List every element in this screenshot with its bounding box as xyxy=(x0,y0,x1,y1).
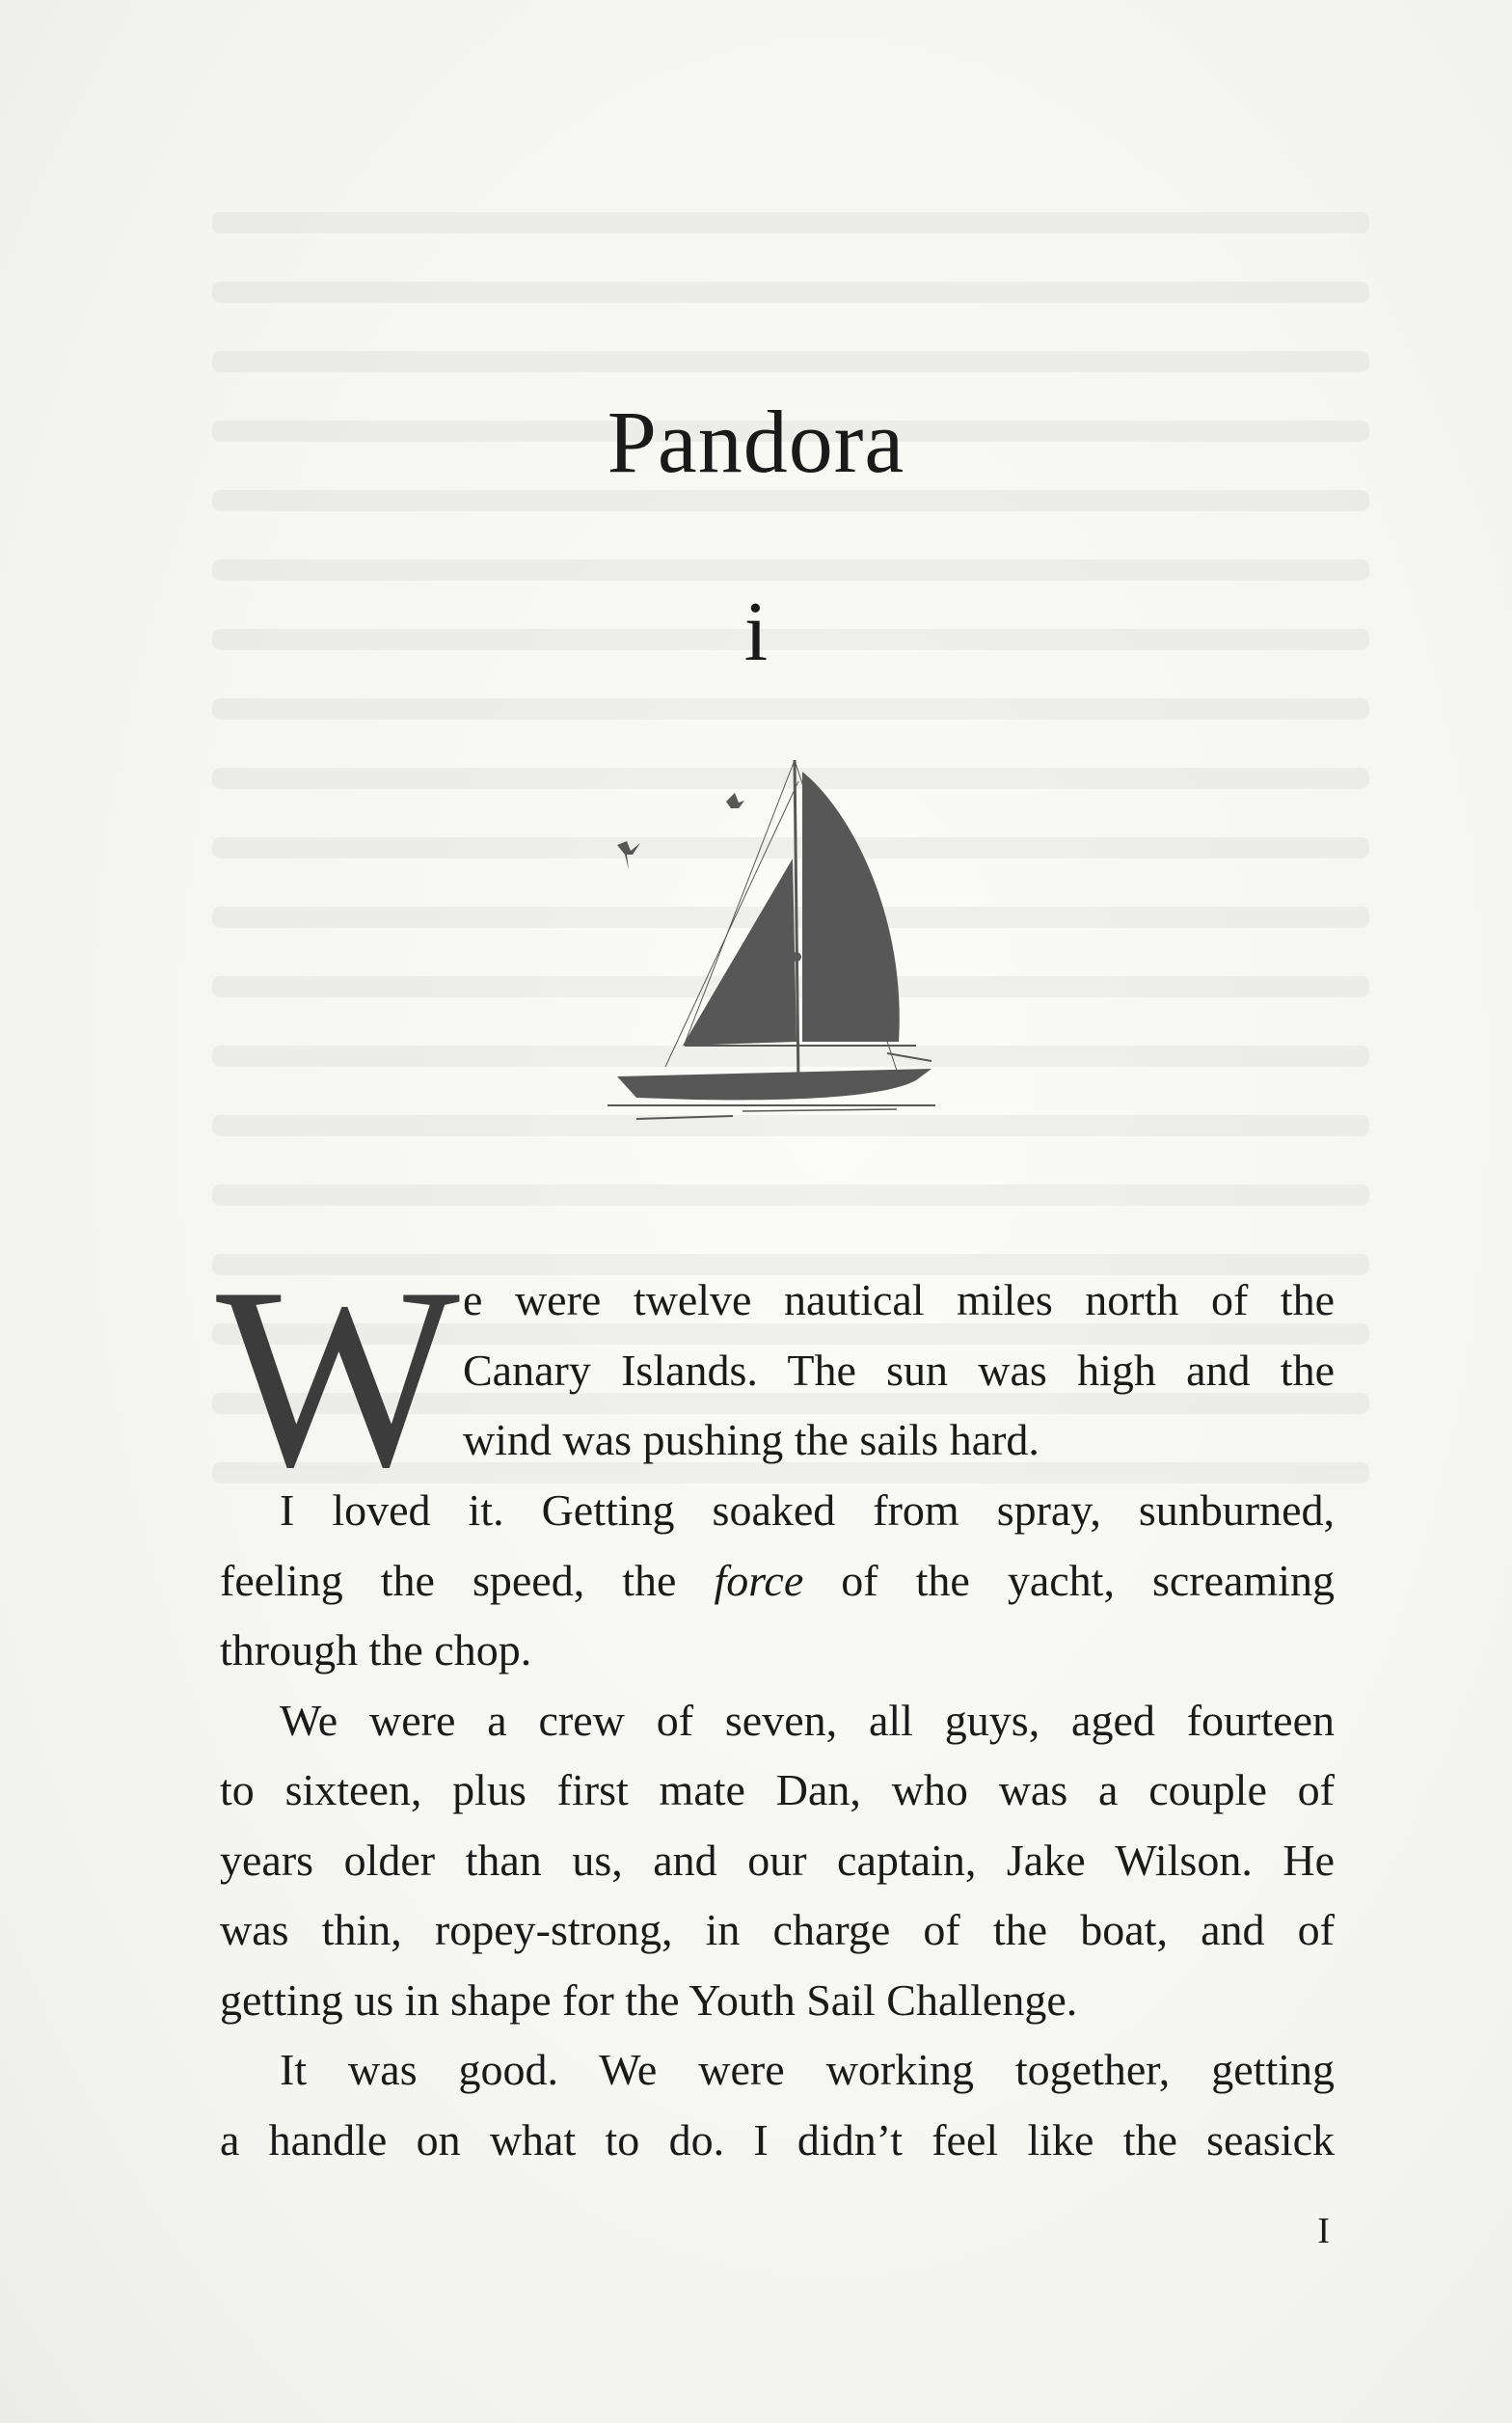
emphasis-text: force xyxy=(714,1555,804,1605)
chapter-title: Pandora xyxy=(607,393,905,491)
text-line: Canary Islands. The sun was high and the xyxy=(463,1345,1335,1395)
text-line: wind was pushing the sails hard. xyxy=(463,1415,1040,1464)
drop-cap: W xyxy=(216,1234,460,1520)
text-line: We were a crew of seven, all guys, aged fourteen xyxy=(280,1695,1335,1745)
paragraph-4 xyxy=(220,2035,1335,2175)
text-line: through the chop. xyxy=(220,1625,532,1674)
paragraph-3 xyxy=(220,1686,1335,2036)
text-line xyxy=(220,1546,1335,1617)
text-line: I loved it. Getting soaked from spray, sunburned, xyxy=(280,1485,1335,1535)
text-line: getting us in shape for the Youth Sail Challenge. xyxy=(220,1974,1078,2025)
page-number: I xyxy=(1317,2211,1331,2251)
section-number: i xyxy=(743,585,769,679)
text-line: It was good. We were working together, getting xyxy=(280,2045,1335,2094)
text-line: years older than us, and our captain, Jake Wilson. He xyxy=(220,1835,1335,1885)
text-line: to sixteen, plus first mate Dan, who was a couple of xyxy=(220,1765,1335,1814)
text-run: of the yacht, screaming xyxy=(803,1555,1335,1605)
text-line: was thin, ropey-strong, in charge of the boat, and of xyxy=(220,1905,1335,1954)
drop-cap-lines xyxy=(463,1266,1335,1476)
sailboat-with-birds-icon xyxy=(598,752,945,1157)
text-run: feeling the speed, the xyxy=(220,1555,715,1605)
text-line: a handle on what to do. I didn’t feel like the seasick xyxy=(220,2114,1335,2164)
body-text xyxy=(216,1234,1335,2175)
text-line: e were twelve nautical miles north of the xyxy=(463,1275,1335,1324)
